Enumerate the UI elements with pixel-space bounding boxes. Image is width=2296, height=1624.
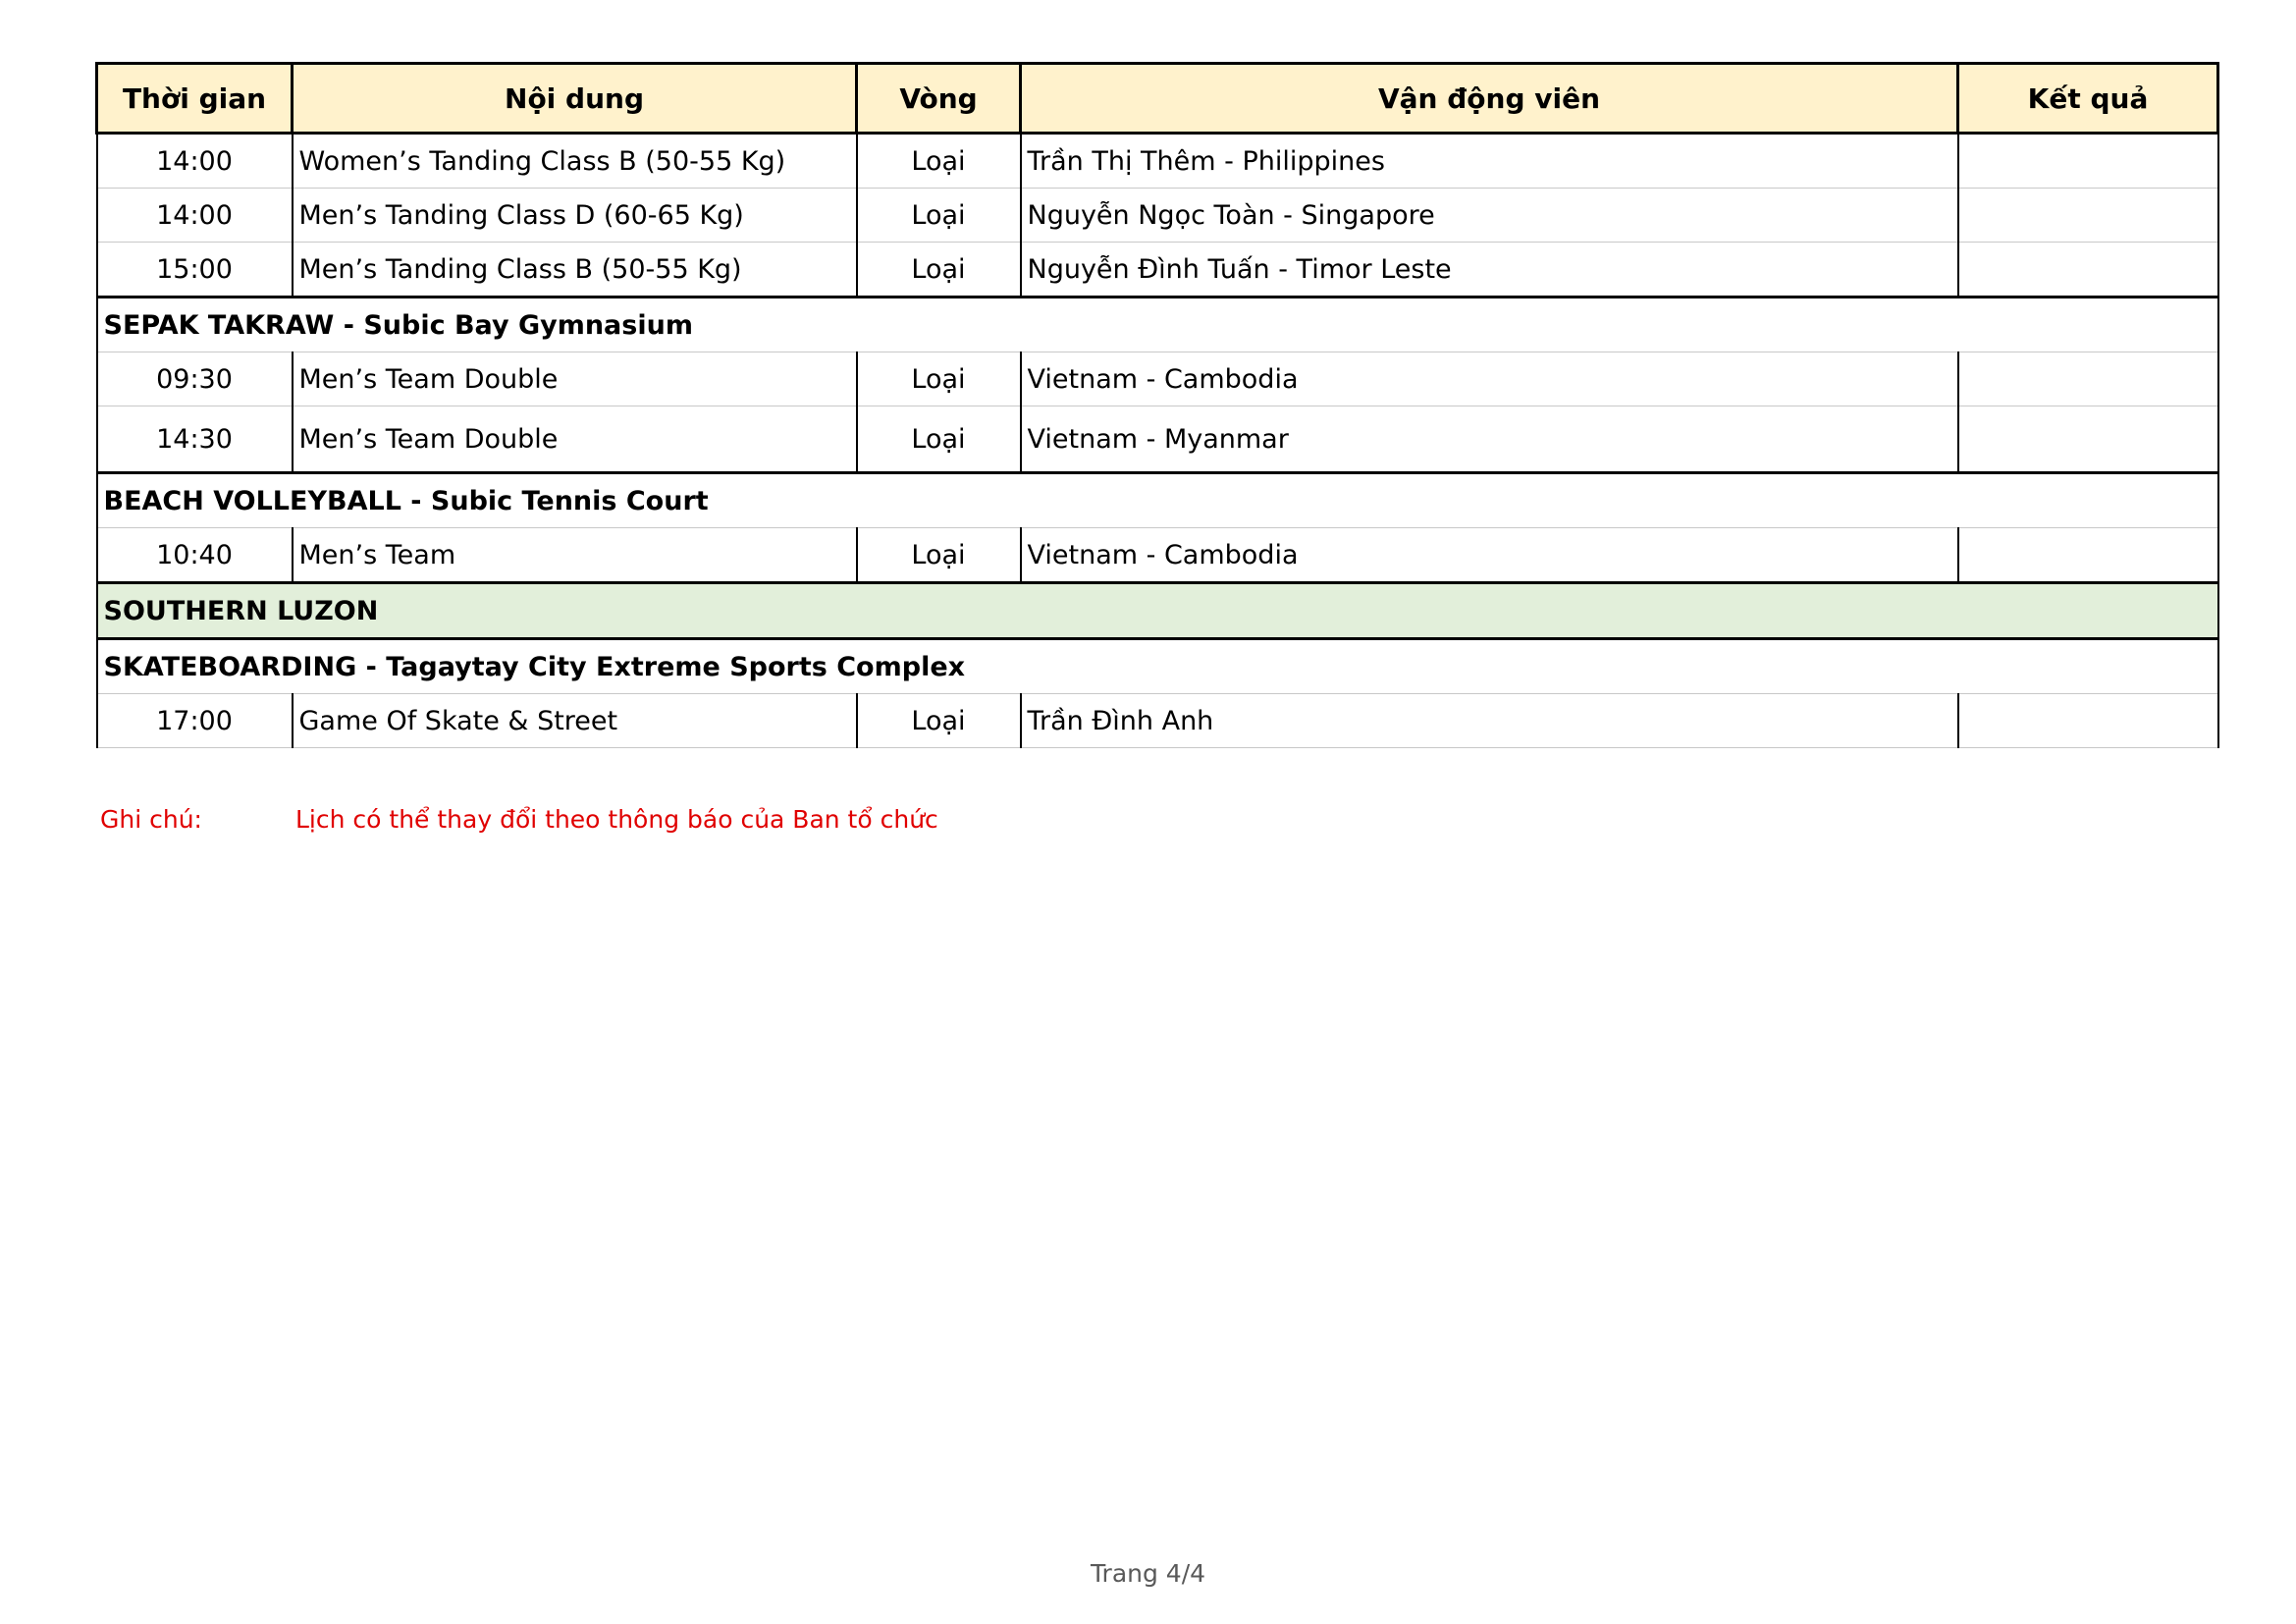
table-row — [97, 134, 2218, 189]
table-row — [97, 189, 2218, 243]
cell-event: Men’s Team — [293, 528, 857, 583]
cell-time: 14:00 — [97, 189, 293, 243]
note-label: Ghi chú: — [100, 805, 202, 834]
cell-event: Game Of Skate & Street — [293, 694, 857, 748]
cell-athlete: Vietnam - Cambodia — [1021, 528, 1958, 583]
table-header-row — [97, 64, 2218, 134]
cell-time: 10:40 — [97, 528, 293, 583]
cell-athlete: Nguyễn Đình Tuấn - Timor Leste — [1021, 243, 1958, 298]
section-row-skateboarding — [97, 639, 2218, 694]
header-event: Nội dung — [293, 64, 857, 134]
page-number: Trang 4/4 — [1090, 1559, 1206, 1588]
cell-event: Men’s Tanding Class B (50-55 Kg) — [293, 243, 857, 298]
cell-time: 14:30 — [97, 406, 293, 473]
header-result: Kết quả — [1958, 64, 2218, 134]
table-row — [97, 694, 2218, 748]
cell-result — [1958, 352, 2218, 406]
cell-result — [1958, 243, 2218, 298]
table-row — [97, 406, 2218, 473]
cell-round: Loại — [857, 528, 1021, 583]
section-title: SKATEBOARDING - Tagaytay City Extreme Sports Complex — [97, 639, 2218, 694]
schedule-table — [95, 62, 2219, 748]
cell-time: 15:00 — [97, 243, 293, 298]
region-title: SOUTHERN LUZON — [97, 583, 2218, 639]
cell-athlete: Vietnam - Cambodia — [1021, 352, 1958, 406]
cell-athlete: Vietnam - Myanmar — [1021, 406, 1958, 473]
table-row — [97, 243, 2218, 298]
cell-event: Men’s Team Double — [293, 352, 857, 406]
cell-athlete: Trần Đình Anh — [1021, 694, 1958, 748]
cell-event: Men’s Tanding Class D (60-65 Kg) — [293, 189, 857, 243]
table-row — [97, 528, 2218, 583]
cell-round: Loại — [857, 189, 1021, 243]
section-row-sepak-takraw — [97, 298, 2218, 352]
cell-event: Men’s Team Double — [293, 406, 857, 473]
table-row — [97, 352, 2218, 406]
cell-round: Loại — [857, 243, 1021, 298]
cell-event: Women’s Tanding Class B (50-55 Kg) — [293, 134, 857, 189]
cell-time: 17:00 — [97, 694, 293, 748]
section-title: SEPAK TAKRAW - Subic Bay Gymnasium — [97, 298, 2218, 352]
header-athlete: Vận động viên — [1021, 64, 1958, 134]
cell-round: Loại — [857, 694, 1021, 748]
region-row-southern-luzon — [97, 583, 2218, 639]
cell-round: Loại — [857, 134, 1021, 189]
cell-time: 09:30 — [97, 352, 293, 406]
header-round: Vòng — [857, 64, 1021, 134]
cell-round: Loại — [857, 352, 1021, 406]
cell-athlete: Nguyễn Ngọc Toàn - Singapore — [1021, 189, 1958, 243]
cell-result — [1958, 406, 2218, 473]
cell-result — [1958, 528, 2218, 583]
section-row-beach-volleyball — [97, 473, 2218, 528]
cell-result — [1958, 694, 2218, 748]
cell-athlete: Trần Thị Thêm - Philippines — [1021, 134, 1958, 189]
note-text: Lịch có thể thay đổi theo thông báo của Ban tổ chức — [295, 805, 938, 834]
cell-result — [1958, 134, 2218, 189]
header-time: Thời gian — [97, 64, 293, 134]
cell-result — [1958, 189, 2218, 243]
section-title: BEACH VOLLEYBALL - Subic Tennis Court — [97, 473, 2218, 528]
cell-time: 14:00 — [97, 134, 293, 189]
cell-round: Loại — [857, 406, 1021, 473]
